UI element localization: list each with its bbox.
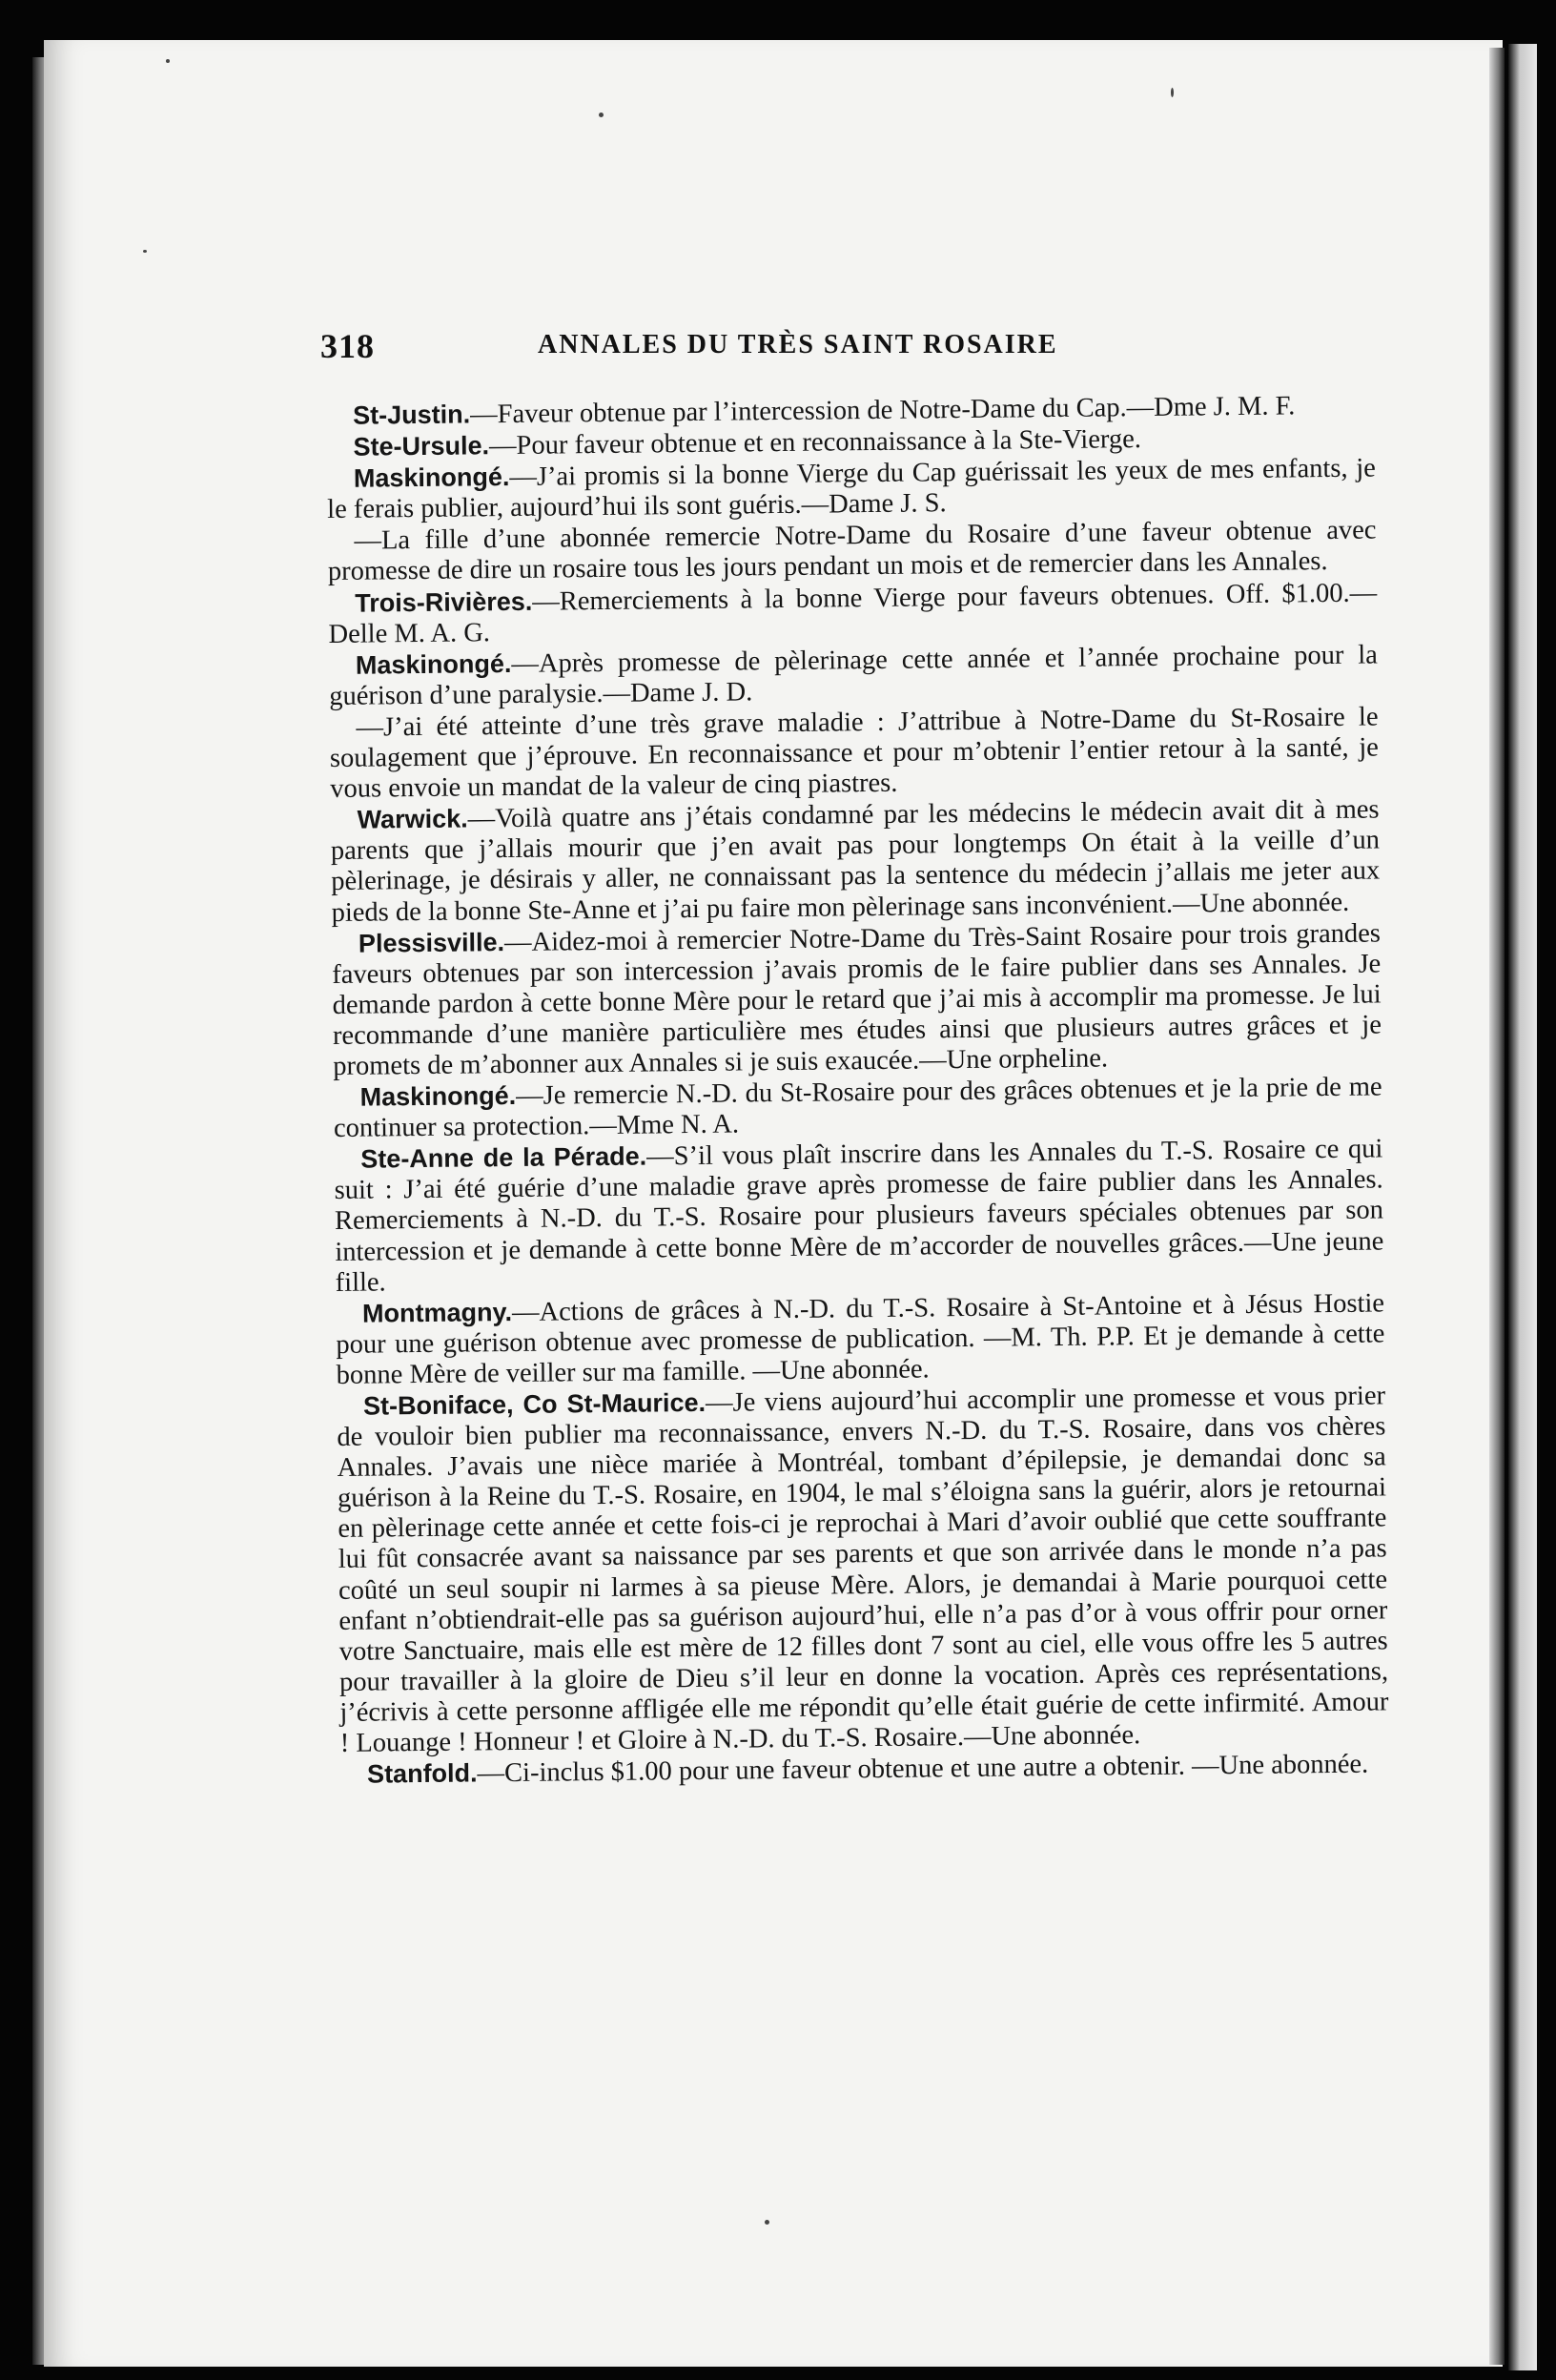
entry-text: —Je remercie N.-D. du St-Rosaire pour des grâces obtenues et je la prie de me continuer sa protection.—Mme N. A. (333, 1072, 1382, 1144)
entry-place: Trois-Rivières. (355, 586, 533, 618)
entry-place: Stanfold. (366, 1758, 478, 1789)
entry-text: —J’ai promis si la bonne Vierge du Cap guérissait les yeux de mes enfants, je le ferais publier, aujourd’hui ils sont guéris.—Dame J. S. (327, 453, 1376, 525)
entry (332, 917, 1382, 1082)
page-number: 318 (320, 327, 375, 365)
entry-text: —Pour faveur obtenue et en reconnaissance à la Ste-Vierge. (488, 424, 1142, 462)
entry (337, 1380, 1389, 1759)
entry-text: —Après promesse de pèlerinage cette année et l’année prochaine pour la guérison d’une paralysie.—Dame J. D. (329, 640, 1379, 711)
dust-speck (599, 113, 604, 117)
running-title: ANNALES DU TRÈS SAINT ROSAIRE (538, 330, 1058, 359)
entry-place: Ste-Anne de la Pérade. (360, 1141, 647, 1174)
entry (333, 1072, 1382, 1145)
entry (329, 701, 1379, 805)
entry (327, 453, 1377, 526)
entry-place: St-Boniface, Co St-Maurice. (362, 1387, 706, 1421)
entry-text: —La fille d’une abonnée remercie Notre-Dame du Rosaire d’une faveur obtenue avec promesse de dire un rosaire tous les jours pendant un mois et de remercier dans les Annales. (327, 515, 1377, 587)
entry (336, 1287, 1385, 1391)
dust-speck (143, 250, 147, 253)
entry-text: —Voilà quatre ans j’étais condamné par les médecins le médecin avait dit à mes parents que j’allais mourir que j’en avait pas pour longtemps On était à la veille d’un pèlerinage, je désirais y aller, ne connaissant pas la sentence du médecin j’allais me jeter aux pieds de la bonne Ste-Anne et j’ai pu faire mon pèlerinage sans inconvénient.—Une abonnée. (330, 794, 1381, 928)
entry-place: Ste-Ursule. (353, 431, 490, 462)
page-edge-right (1489, 48, 1505, 2365)
entry-place: Montmagny. (361, 1297, 513, 1328)
entry-place: St-Justin. (353, 400, 471, 430)
dust-speck (166, 59, 170, 63)
entry-place: Maskinongé. (353, 462, 510, 493)
entry-text: —Remerciements à la bonne Vierge pour faveurs obtenues. Off. $1.00.—Delle M. A. G. (328, 578, 1378, 649)
entry-text: —S’il vous plaît inscrire dans les Annales du T.-S. Rosaire ce qui suit : J’ai été guérie d’une maladie grave après promesse de faire publier dans les Annales. Remerciements à N.-D. du T.-S. Rosaire pour plusieurs faveurs spéciales obtenues par son intercession et je demande à cette bonne Mère de m’accorder de nouvelles grâces.—Une jeune fille. (334, 1134, 1384, 1298)
entry-place: Plessisville. (358, 927, 505, 958)
entry-text: —Je viens aujourd’hui accomplir une promesse et vous prier de vouloir bien publier ma reconnaissance, envers N.-D. du T.-S. Rosaire, dans vos chères Annales. J’avais une nièce mariée à Montréal, tombant d’épilepsie, je demandai donc sa guérison à la Reine du T.-S. Rosaire, en 1904, le mal s’éloigna sans la guérir, alors je retournai en pèlerinage cette année et cette fois-ci je reprochai à Mari d’avoir oublié que cette souffrante lui fût consacrée avant sa naissance par ses parents et que son arrivée dans le monde n’a pas coûté un seul soupir ni larmes à sa pieuse Mère. Alors, je demandai à Marie pourquoi cette enfant n’obtiendrait-elle pas sa guérison aujourd’hui, elle n’a pas d’or à vous offrir pour orner votre Sanctuaire, mais elle est mère de 12 filles dont 7 sont au ciel, elle vous offre les 5 autres pour travailler à la gloire de Dieu s’il leur en donne la vocation. Après ces représentations, j’écrivis à cette personne affligée elle me répondit qu’elle était guérie de cette infirmité. Amour ! Louange ! Honneur ! et Gloire à N.-D. du T.-S. Rosaire.—Une abonnée. (337, 1381, 1389, 1758)
entry-text: —Aidez-moi à remercier Notre-Dame du Très-Saint Rosaire pour trois grandes faveurs obtenues par son intercession j’avais promis de le faire publier dans ses Annales. Je demande pardon à cette bonne Mère pour le retard que j’ai mis à accomplir ma promesse. Je lui recommande d’une manière particulière mes études ainsi que plusieurs autres grâces et je promets de m’abonner aux Annales si je suis exaucée.—Une orpheline. (332, 918, 1382, 1081)
entry (327, 515, 1377, 588)
entry-place: Maskinongé. (355, 648, 512, 680)
entry-text: —J’ai été atteinte d’une très grave maladie : J’attribue à Notre-Dame du St-Rosaire le soulagement que j’éprouve. En reconnaissance et pour m’obtenir l’entier retour à la santé, je vous envoie un mandat de la valeur de cinq piastres. (329, 702, 1380, 805)
dust-speck (765, 2220, 769, 2225)
entry-text: —Faveur obtenue par l’intercession de Notre-Dame du Cap.—Dme J. M. F. (470, 391, 1296, 430)
entry (330, 794, 1380, 929)
dust-speck (1171, 88, 1174, 97)
entry (328, 577, 1378, 650)
entry-place: Maskinongé. (359, 1081, 517, 1112)
entry-place: Warwick. (357, 804, 468, 834)
next-page-edge (1508, 44, 1537, 2370)
entry-text: —Actions de grâces à N.-D. du T.-S. Rosaire à St-Antoine et à Jésus Hostie pour une guérison obtenue avec promesse de publication. —M. Th. P.P. Et je demande à cette bonne Mère de veiller sur ma famille. —Une abonnée. (336, 1288, 1385, 1390)
entry-text: —Ci-inclus $1.00 pour une faveur obtenue et une autre a obtenir. —Une abonnée. (477, 1749, 1369, 1789)
entry (329, 639, 1379, 712)
text-block (326, 389, 1389, 1791)
entry (334, 1134, 1384, 1299)
page-header (320, 326, 1140, 372)
